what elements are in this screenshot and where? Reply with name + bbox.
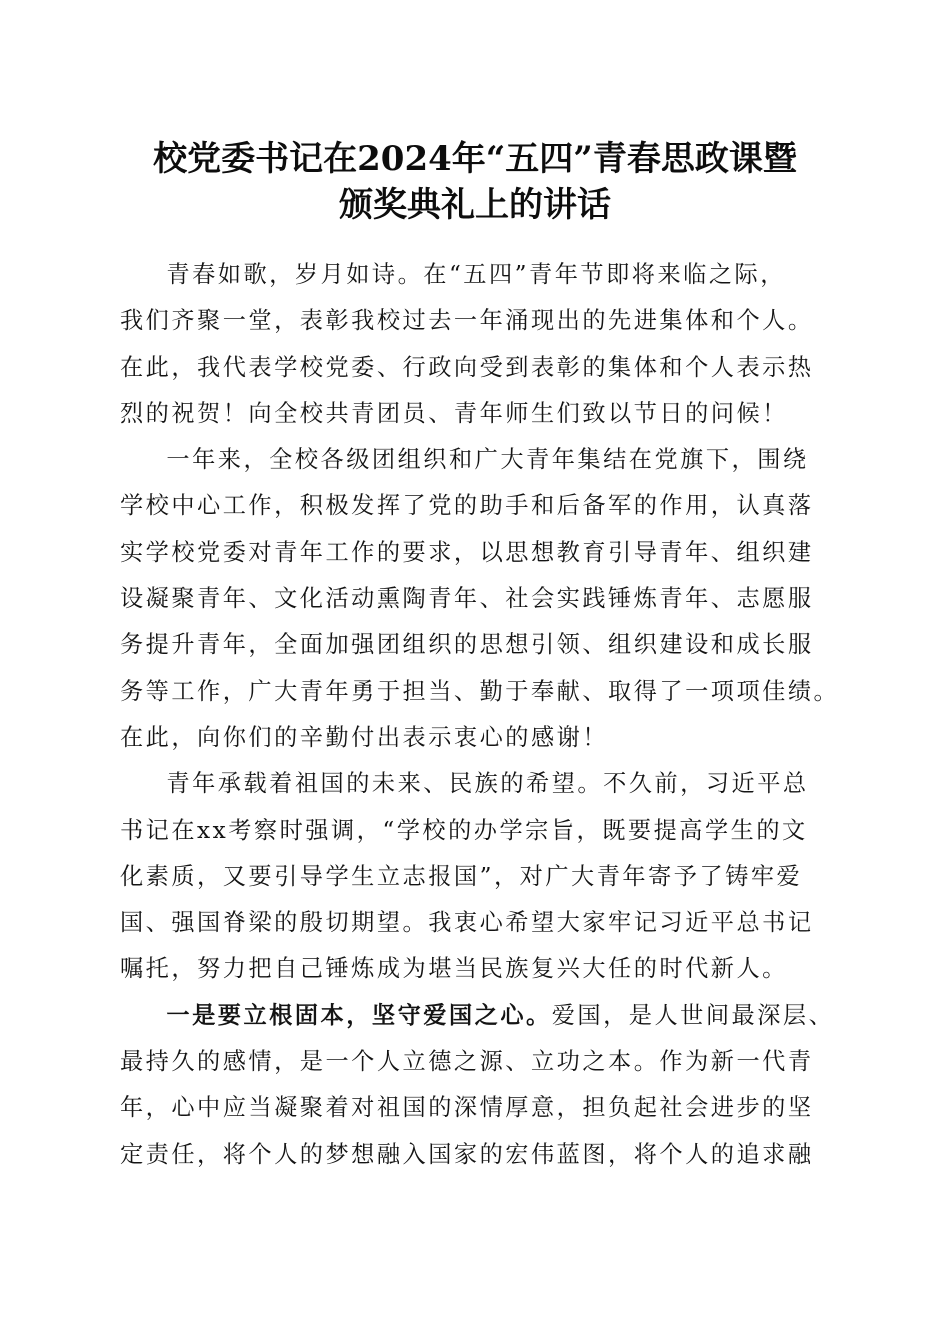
paragraph-line: 实学校党委对青年工作的要求，以思想教育引导青年、组织建 xyxy=(120,538,814,566)
paragraph-1 xyxy=(120,252,832,437)
paragraph-lead-rest: 爱国，是人世间最深层、 xyxy=(551,1001,835,1029)
paragraph-line: 我们齐聚一堂，表彰我校过去一年涌现出的先进集体和个人。 xyxy=(120,307,814,335)
paragraph-line: 在此，向你们的辛勤付出表示衷心的感谢！ xyxy=(120,723,609,751)
paragraph-line: 青年承载着祖国的未来、民族的希望。不久前，习近平总 xyxy=(166,770,809,798)
paragraph-line: 青春如歌，岁月如诗。在“五四”青年节即将来临之际， xyxy=(166,261,786,288)
paragraph-lead-heading: 一是要立根固本，坚守爱国之心。 xyxy=(166,1001,552,1029)
paragraph-line: 在此，我代表学校党委、行政向受到表彰的集体和个人表示热 xyxy=(120,353,814,381)
paragraph-line: 国、强国脊梁的殷切期望。我衷心希望大家牢记习近平总书记 xyxy=(120,909,814,937)
paragraph-line: 务等工作，广大青年勇于担当、勤于奉献、取得了一项项佳绩。 xyxy=(120,677,840,705)
paragraph-line: 一年来，全校各级团组织和广大青年集结在党旗下，围绕 xyxy=(166,446,809,474)
paragraph-line: 嘱托，努力把自己锤炼成为堪当民族复兴大任的时代新人。 xyxy=(120,955,788,983)
paragraph-line xyxy=(120,993,835,1039)
paragraph-line: 学校中心工作，积极发挥了党的助手和后备军的作用，认真落 xyxy=(120,492,814,520)
paragraph-line: 化素质，又要引导学生立志报国”，对广大青年寄予了铸牢爱 xyxy=(120,862,803,890)
paragraph-line: 书记在xx考察时强调，“学校的办学宗旨，既要提高学生的文 xyxy=(120,816,808,844)
paragraph-line: 设凝聚青年、文化活动熏陶青年、社会实践锤炼青年、志愿服 xyxy=(120,585,814,613)
paragraph-4 xyxy=(120,993,835,1178)
title-line-1: 校党委书记在2024年“五四”青春思政课暨 xyxy=(153,139,797,179)
paragraph-3 xyxy=(120,761,832,992)
paragraph-line: 烈的祝贺！向全校共青团员、青年师生们致以节日的问候！ xyxy=(120,399,788,427)
paragraph-line: 务提升青年，全面加强团组织的思想引领、组织建设和成长服 xyxy=(120,631,814,659)
title-line-2: 颁奖典礼上的讲话 xyxy=(339,185,611,225)
paragraph-line: 最持久的感情，是一个人立德之源、立功之本。作为新一代青 xyxy=(120,1048,814,1076)
document-title xyxy=(90,136,860,228)
paragraph-line: 定责任，将个人的梦想融入国家的宏伟蓝图，将个人的追求融 xyxy=(120,1140,814,1168)
paragraph-2 xyxy=(120,437,840,761)
paragraph-line: 年，心中应当凝聚着对祖国的深情厚意，担负起社会进步的坚 xyxy=(120,1094,814,1122)
document-body xyxy=(120,252,840,1178)
